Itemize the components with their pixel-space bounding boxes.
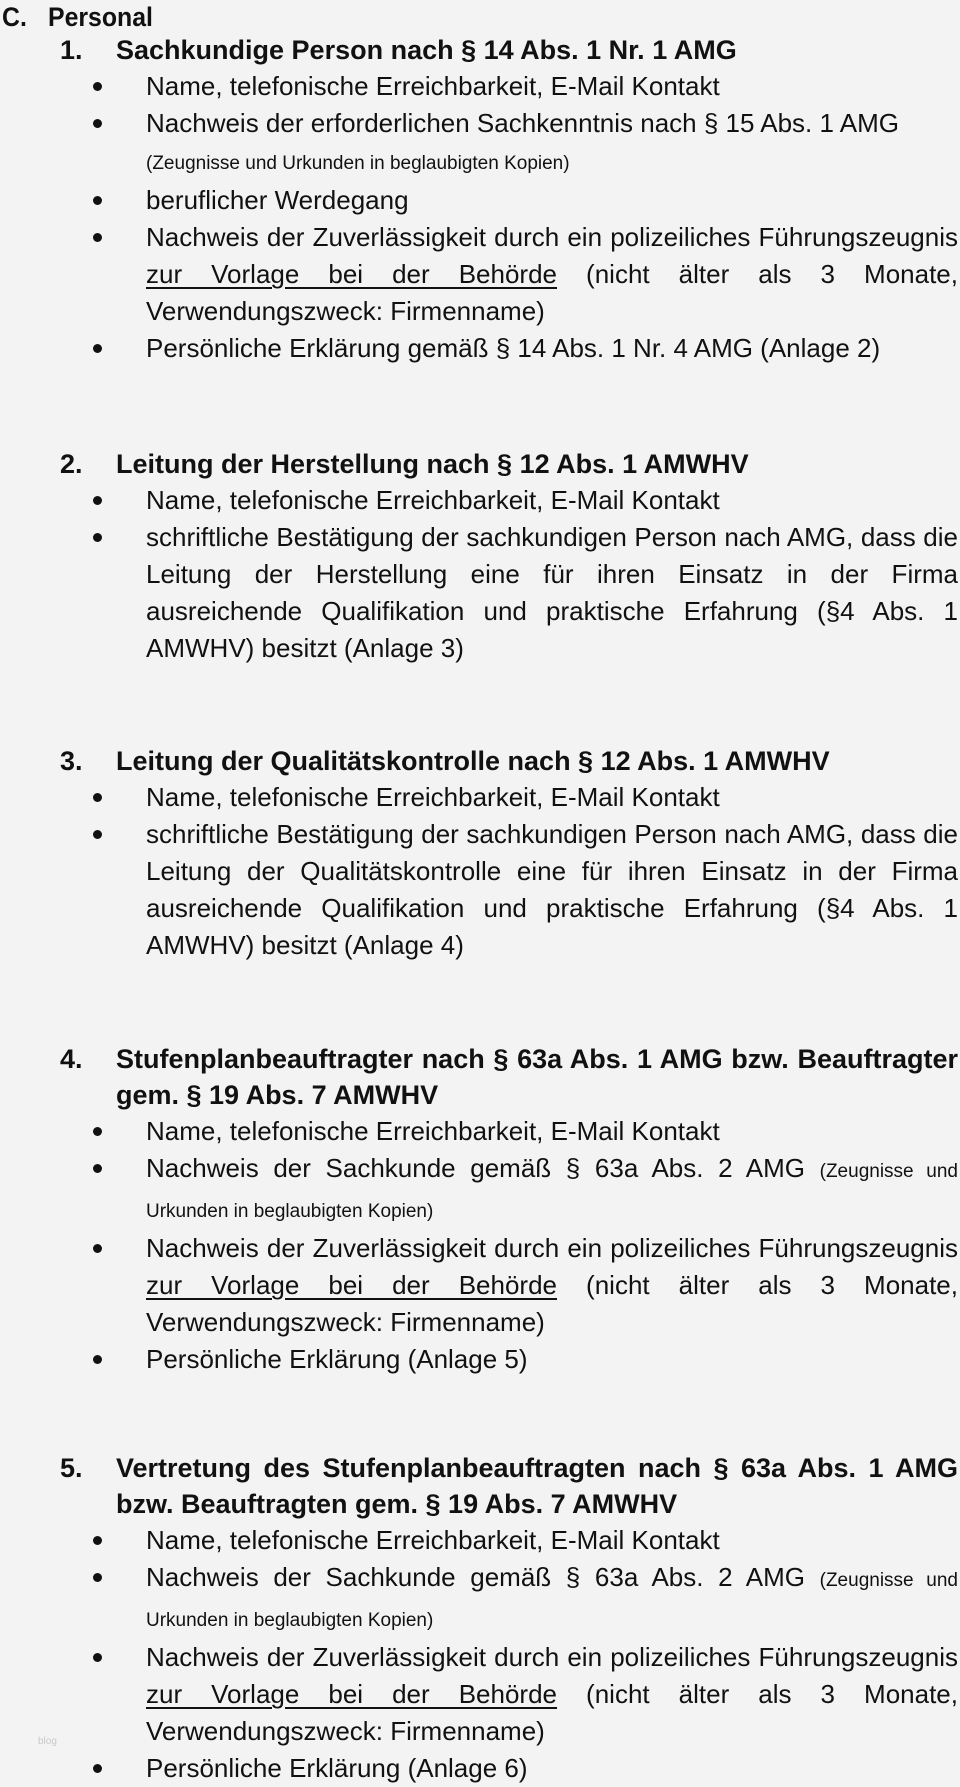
underlined-text: zur Vorlage bei der Behörde [146, 259, 558, 289]
list-item [60, 1639, 960, 1750]
item-2 [60, 446, 960, 667]
bullet-text: Name, telefonische Erreichbarkeit, E-Mail Kontakt [146, 1525, 720, 1555]
item-heading [60, 743, 960, 779]
bullet-text: Name, telefonische Erreichbarkeit, E-Mail Kontakt [146, 782, 720, 812]
bullet-text: Name, telefonische Erreichbarkeit, E-Mail Kontakt [146, 1116, 720, 1146]
bullet-text: Persönliche Erklärung gemäß § 14 Abs. 1 Nr. 4 AMG (Anlage 2) [146, 333, 881, 363]
section-letter: C. [2, 2, 27, 32]
item-1 [60, 32, 960, 367]
list-item [60, 779, 960, 816]
item-heading [60, 1041, 960, 1113]
section-heading [2, 0, 153, 34]
list-item [60, 1230, 960, 1341]
bullet-note: (Zeugnisse und Urkunden in beglaubigten Kopien) [146, 1161, 958, 1222]
item-5 [60, 1450, 960, 1787]
bullet-text: Nachweis der Zuverlässigkeit durch ein polizeiliches Führungszeugnis [146, 222, 958, 252]
list-item [60, 816, 960, 964]
bullet-text: Nachweis der Zuverlässigkeit durch ein polizeiliches Führungszeugnis [146, 1642, 958, 1672]
list-item [60, 182, 960, 219]
item-title: Sachkundige Person nach § 14 Abs. 1 Nr. 1 AMG [116, 35, 737, 65]
list-item [60, 1341, 960, 1378]
list-item [60, 1750, 960, 1787]
bullet-note: (Zeugnisse und Urkunden in beglaubigten Kopien) [146, 153, 570, 174]
underlined-text: zur Vorlage bei der Behörde [146, 1270, 558, 1300]
list-item [60, 1559, 960, 1639]
list-item [60, 105, 960, 182]
item-title: Vertretung des Stufenplanbeauftragten nach § 63a Abs. 1 AMG bzw. Beauftragten gem. § 19 Abs. 7 AMWHV [116, 1453, 958, 1519]
item-number: 2. [60, 449, 83, 479]
section-title: Personal [48, 2, 153, 32]
bullet-text: Nachweis der Sachkunde gemäß § 63a Abs. 2 AMG [146, 1562, 820, 1592]
underlined-text: zur Vorlage bei der Behörde [146, 1679, 558, 1709]
item-number: 5. [60, 1453, 83, 1483]
item-3 [60, 743, 960, 964]
item-title: Stufenplanbeauftragter nach § 63a Abs. 1 AMG bzw. Beauftragter gem. § 19 Abs. 7 AMWHV [116, 1044, 958, 1110]
bullet-text: schriftliche Bestätigung der sachkundigen Person nach AMG, dass die Leitung der Herstellung eine für ihren Einsatz in der Firma ausreichende Qualifikation und praktische Erfahrung (§4 Abs. 1 AMWHV) besitzt (Anlage 3) [146, 522, 958, 663]
list-item [60, 219, 960, 330]
bullet-note: (Zeugnisse und Urkunden in beglaubigten Kopien) [146, 1570, 958, 1631]
bullet-list [60, 779, 960, 964]
list-item [60, 1150, 960, 1230]
bullet-text: Persönliche Erklärung (Anlage 5) [146, 1344, 528, 1374]
item-number: 4. [60, 1044, 83, 1074]
bullet-list [60, 1522, 960, 1787]
bullet-text: Name, telefonische Erreichbarkeit, E-Mail Kontakt [146, 71, 720, 101]
bullet-list [60, 482, 960, 667]
item-title: Leitung der Qualitätskontrolle nach § 12 Abs. 1 AMWHV [116, 746, 830, 776]
bullet-text: schriftliche Bestätigung der sachkundigen Person nach AMG, dass die Leitung der Qualitätskontrolle eine für ihren Einsatz in der Firma ausreichende Qualifikation und praktische Erfahrung (§4 Abs. 1 AMWHV) besitzt (Anlage 4) [146, 819, 958, 960]
list-item [60, 1113, 960, 1150]
bullet-text-rest: (nicht älter als 3 Monate, Verwendungszweck: Firmenname) [146, 1679, 958, 1746]
item-heading [60, 446, 960, 482]
list-item [60, 68, 960, 105]
bullet-text: beruflicher Werdegang [146, 185, 409, 215]
bullet-text: Nachweis der erforderlichen Sachkenntnis nach § 15 Abs. 1 AMG [146, 108, 899, 138]
list-item [60, 1522, 960, 1559]
list-item [60, 330, 960, 367]
item-heading [60, 1450, 960, 1522]
bullet-text-rest: (nicht älter als 3 Monate, Verwendungszweck: Firmenname) [146, 1270, 958, 1337]
list-item [60, 482, 960, 519]
item-number: 3. [60, 746, 83, 776]
bullet-list [60, 1113, 960, 1378]
bullet-text: Nachweis der Sachkunde gemäß § 63a Abs. 2 AMG [146, 1153, 820, 1183]
item-title: Leitung der Herstellung nach § 12 Abs. 1 AMWHV [116, 449, 749, 479]
bullet-list [60, 68, 960, 367]
item-number: 1. [60, 35, 83, 65]
item-4 [60, 1041, 960, 1378]
bullet-text-rest: (nicht älter als 3 Monate, Verwendungszweck: Firmenname) [146, 259, 958, 326]
list-item [60, 519, 960, 667]
watermark: blog [38, 1736, 57, 1747]
bullet-text: Nachweis der Zuverlässigkeit durch ein polizeiliches Führungszeugnis [146, 1233, 958, 1263]
item-heading [60, 32, 960, 68]
bullet-text: Persönliche Erklärung (Anlage 6) [146, 1753, 528, 1783]
bullet-text: Name, telefonische Erreichbarkeit, E-Mail Kontakt [146, 485, 720, 515]
